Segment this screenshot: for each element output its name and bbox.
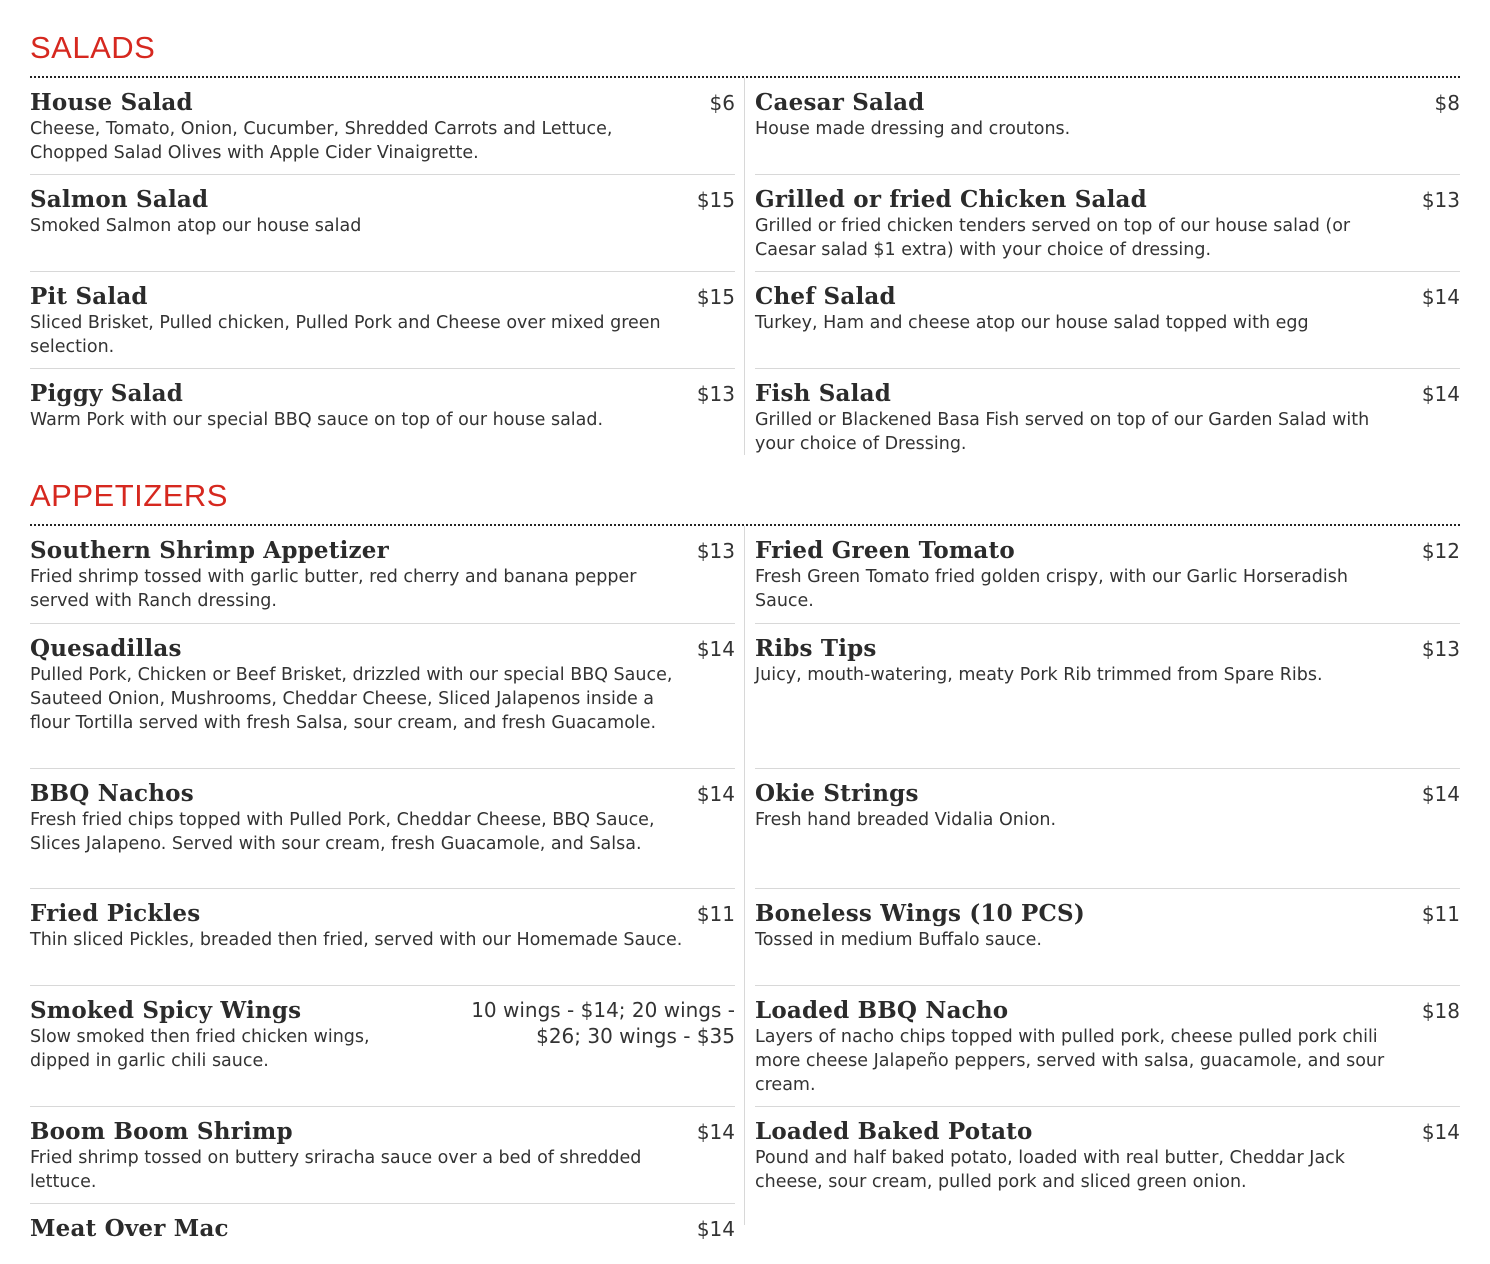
menu-item	[755, 624, 1460, 769]
item-description: Juicy, mouth-watering, meaty Pork Rib trimmed from Spare Ribs.	[755, 665, 1323, 685]
menu-item	[30, 1107, 735, 1204]
appetizers-grid	[30, 526, 1460, 1242]
item-name: Quesadillas	[30, 635, 182, 662]
item-price: 10 wings - $14; 20 wings - $26; 30 wings - $35	[471, 998, 735, 1048]
item-name: Boom Boom Shrimp	[30, 1118, 293, 1145]
item-name: Loaded Baked Potato	[755, 1118, 1033, 1145]
item-price: $14	[1421, 1120, 1460, 1144]
menu-item	[755, 986, 1460, 1107]
section-title-salads: SALADS	[30, 30, 156, 65]
appetizers-section	[30, 480, 1460, 511]
salads-section	[30, 32, 1460, 63]
item-name: House Salad	[30, 89, 193, 116]
item-description: Pulled Pork, Chicken or Beef Brisket, drizzled with our special BBQ Sauce, Sauteed Onion, Mushrooms, Cheddar Cheese, Sliced Jalapenos inside a flour Tortilla served with fresh Salsa, sour cream, and fresh Guacamole.	[30, 665, 673, 733]
item-name: Fried Green Tomato	[755, 537, 1015, 564]
menu-item	[755, 526, 1460, 624]
item-description: Turkey, Ham and cheese atop our house salad topped with egg	[755, 313, 1309, 333]
section-title-appetizers: APPETIZERS	[30, 478, 228, 513]
column-divider	[744, 78, 745, 455]
item-name: Boneless Wings (10 PCS)	[755, 900, 1085, 927]
item-name: BBQ Nachos	[30, 780, 194, 807]
item-name: Smoked Spicy Wings	[30, 997, 302, 1024]
item-description: House made dressing and croutons.	[755, 119, 1071, 139]
menu-item	[30, 986, 735, 1107]
menu-item	[755, 889, 1460, 986]
item-description: Cheese, Tomato, Onion, Cucumber, Shredded Carrots and Lettuce, Chopped Salad Olives with Apple Cider Vinaigrette.	[30, 119, 613, 163]
item-price: $18	[1421, 999, 1460, 1023]
item-price: $12	[1421, 539, 1460, 563]
menu-item	[755, 369, 1460, 455]
item-price: $11	[696, 902, 735, 926]
item-name: Fried Pickles	[30, 900, 201, 927]
item-name: Fish Salad	[755, 380, 891, 407]
item-description: Thin sliced Pickles, breaded then fried, served with our Homemade Sauce.	[30, 930, 683, 950]
item-name: Piggy Salad	[30, 380, 184, 407]
item-price: $13	[696, 382, 735, 406]
item-price: $13	[696, 539, 735, 563]
menu-item	[755, 769, 1460, 889]
item-price: $14	[1421, 382, 1460, 406]
item-price: $14	[696, 1217, 735, 1241]
menu-item	[30, 369, 735, 455]
item-price: $13	[1421, 637, 1460, 661]
item-description: Tossed in medium Buffalo sauce.	[755, 930, 1042, 950]
item-price: $6	[709, 91, 735, 115]
column-divider	[744, 526, 745, 1225]
menu-item	[755, 78, 1460, 175]
item-description: Warm Pork with our special BBQ sauce on top of our house salad.	[30, 410, 604, 430]
salads-grid	[30, 78, 1460, 455]
item-name: Loaded BBQ Nacho	[755, 997, 1009, 1024]
item-description: Smoked Salmon atop our house salad	[30, 216, 362, 236]
menu-item	[30, 624, 735, 769]
menu-item	[30, 526, 735, 624]
item-description: Fresh hand breaded Vidalia Onion.	[755, 810, 1057, 830]
item-price: $15	[696, 285, 735, 309]
item-description: Slow smoked then fried chicken wings, dipped in garlic chili sauce.	[30, 1027, 370, 1071]
menu-item	[755, 272, 1460, 369]
item-name: Salmon Salad	[30, 186, 209, 213]
item-name: Southern Shrimp Appetizer	[30, 537, 389, 564]
item-price: $14	[696, 637, 735, 661]
item-price: $15	[696, 188, 735, 212]
item-name: Pit Salad	[30, 283, 148, 310]
item-name: Chef Salad	[755, 283, 896, 310]
item-price: $11	[1421, 902, 1460, 926]
item-price: $14	[696, 1120, 735, 1144]
menu-item	[30, 889, 735, 986]
item-name: Meat Over Mac	[30, 1215, 229, 1242]
item-description: Sliced Brisket, Pulled chicken, Pulled Pork and Cheese over mixed green selection.	[30, 313, 661, 357]
item-price: $8	[1434, 91, 1460, 115]
menu-item	[30, 769, 735, 889]
item-price: $14	[696, 782, 735, 806]
item-name: Grilled or fried Chicken Salad	[755, 186, 1147, 213]
menu-item-empty	[755, 1204, 1460, 1264]
item-description: Fresh Green Tomato fried golden crispy, with our Garlic Horseradish Sauce.	[755, 567, 1348, 611]
menu-item	[30, 1204, 735, 1264]
item-name: Caesar Salad	[755, 89, 925, 116]
item-description: Fried shrimp tossed on buttery sriracha sauce over a bed of shredded lettuce.	[30, 1148, 642, 1192]
item-description: Grilled or fried chicken tenders served on top of our house salad (or Caesar salad $1 extra) with your choice of dressing.	[755, 216, 1351, 260]
item-description: Fried shrimp tossed with garlic butter, red cherry and banana pepper served with Ranch dressing.	[30, 567, 637, 611]
menu-item	[30, 272, 735, 369]
item-description: Fresh fried chips topped with Pulled Pork, Cheddar Cheese, BBQ Sauce, Slices Jalapeno. Served with sour cream, fresh Guacamole, and Salsa.	[30, 810, 655, 854]
menu-item	[755, 175, 1460, 272]
menu-item	[755, 1107, 1460, 1204]
item-price: $14	[1421, 782, 1460, 806]
item-description: Pound and half baked potato, loaded with real butter, Cheddar Jack cheese, sour cream, pulled pork and sliced green onion.	[755, 1148, 1345, 1192]
item-name: Ribs Tips	[755, 635, 877, 662]
item-description: Layers of nacho chips topped with pulled pork, cheese pulled pork chili more cheese Jalapeño peppers, served with salsa, guacamole, and sour cream.	[755, 1027, 1385, 1095]
item-price: $14	[1421, 285, 1460, 309]
item-price: $13	[1421, 188, 1460, 212]
item-name: Okie Strings	[755, 780, 919, 807]
menu-item	[30, 175, 735, 272]
item-description: Grilled or Blackened Basa Fish served on top of our Garden Salad with your choice of Dressing.	[755, 410, 1370, 454]
menu-item	[30, 78, 735, 175]
